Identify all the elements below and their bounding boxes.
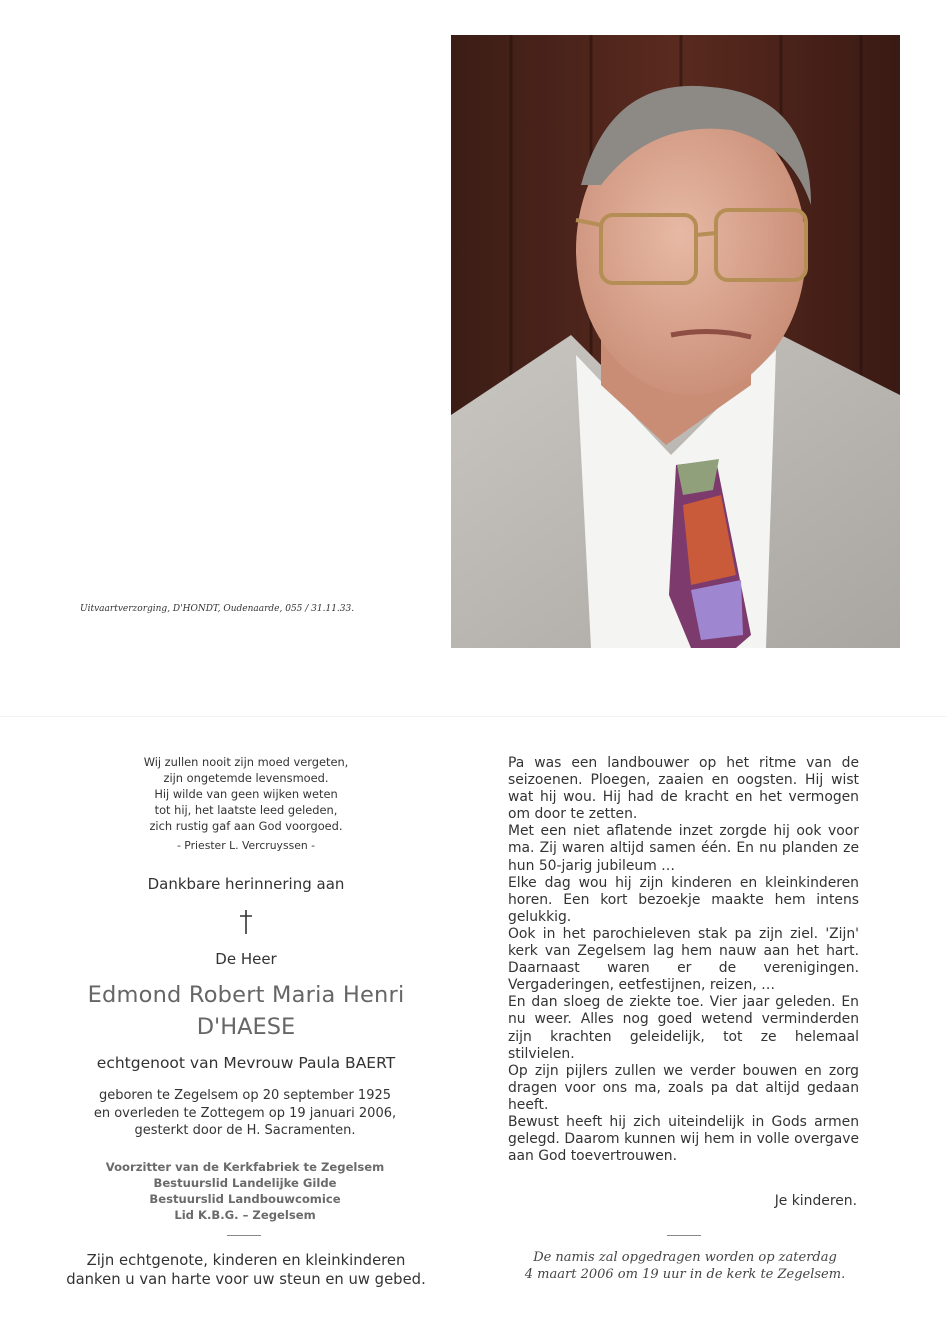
- spouse-line: echtgenoot van Mevrouw Paula BAERT: [96, 1054, 396, 1072]
- life-dates: [70, 1087, 420, 1140]
- tribute-paragraph: Met een niet aflatende inzet zorgde hij ook voor ma. Zij waren altijd samen één. En nu planden ze hun 50-jarig jubileum …: [508, 823, 859, 874]
- tribute-paragraph: Elke dag wou hij zijn kinderen en kleinkinderen horen. Een kort bezoekje maakte hem intens gelukkig.: [508, 874, 859, 925]
- poem-author: - Priester L. Vercruyssen -: [176, 839, 316, 852]
- tribute-paragraph: Pa was een landbouwer op het ritme van de seizoenen. Ploegen, zaaien en oogsten. Hij wist wat hij wou. Hij had de kracht en het vermogen om door te zetten.: [508, 755, 859, 823]
- poem-line: zijn ongetemde levensmoed.: [163, 771, 329, 785]
- poem-line: zich rustig gaf aan God voorgoed.: [149, 819, 343, 833]
- tribute-text: [508, 755, 859, 1165]
- undertaker-caption: Uitvaartverzorging, D'HONDT, Oudenaarde, 055 / 31.11.33.: [80, 604, 355, 614]
- honorific: De Heer: [215, 950, 277, 968]
- tribute-paragraph: Bewust heeft hij zich uiteindelijk in Gods armen gelegd. Daarom kunnen wij hem in volle overgave aan God toevertrouwen.: [508, 1113, 859, 1165]
- fold-line: [0, 716, 947, 717]
- memorial-intro: Dankbare herinnering aan: [147, 875, 345, 893]
- divider: [227, 1235, 261, 1236]
- tribute-paragraph: Op zijn pijlers zullen we verder bouwen en zorg dragen voor ons ma, zoals pa dat altijd gedaan heeft.: [508, 1062, 859, 1113]
- date-line: en overleden te Zottegem op 19 januari 2006,: [93, 1105, 397, 1121]
- tribute-paragraph: Ook in het parochieleven stak pa zijn ziel. 'Zijn' kerk van Zegelsem lag hem nauw aan het hart. Daarnaast waren er de verenigingen. Vergaderingen, eetfestijnen, reizen, …: [508, 925, 859, 994]
- mass-line: 4 maart 2006 om 19 uur in de kerk te Zegelsem.: [524, 1267, 846, 1282]
- date-line: geboren te Zegelsem op 20 september 1925: [98, 1088, 392, 1103]
- tribute-paragraph: En dan sloeg de ziekte toe. Vier jaar geleden. En nu weer. Alles nog goed wetend verminderden zijn krachten geleidelijk, tot ze helemaal stilvielen.: [508, 994, 859, 1062]
- poem-line: Hij wilde van geen wijken weten: [154, 787, 338, 801]
- mass-notice: [480, 1249, 890, 1283]
- function-line: Bestuurslid Landelijke Gilde: [153, 1176, 337, 1190]
- mass-line: De namis zal opgedragen worden op zaterdag: [533, 1250, 837, 1265]
- poem-line: tot hij, het laatste leed geleden,: [154, 803, 338, 817]
- cross-icon: [236, 908, 256, 936]
- deceased-name: Edmond Robert Maria Henri: [87, 982, 405, 1008]
- thanks-line: danken u van harte voor uw steun en uw gebed.: [66, 1271, 426, 1288]
- thanks: [46, 1251, 446, 1289]
- deceased-surname: D'HAESE: [196, 1014, 296, 1040]
- function-line: Lid K.B.G. – Zegelsem: [174, 1208, 316, 1222]
- poem-line: Wij zullen nooit zijn moed vergeten,: [143, 755, 349, 769]
- poem: [100, 754, 392, 834]
- portrait-photo: [451, 35, 900, 648]
- date-line: gesterkt door de H. Sacramenten.: [134, 1123, 356, 1138]
- functions-list: [70, 1159, 420, 1223]
- signature: Je kinderen.: [774, 1193, 857, 1209]
- divider: [667, 1235, 701, 1236]
- function-line: Bestuurslid Landbouwcomice: [149, 1192, 341, 1206]
- function-line: Voorzitter van de Kerkfabriek te Zegelsem: [105, 1160, 385, 1174]
- thanks-line: Zijn echtgenote, kinderen en kleinkinderen: [86, 1252, 406, 1269]
